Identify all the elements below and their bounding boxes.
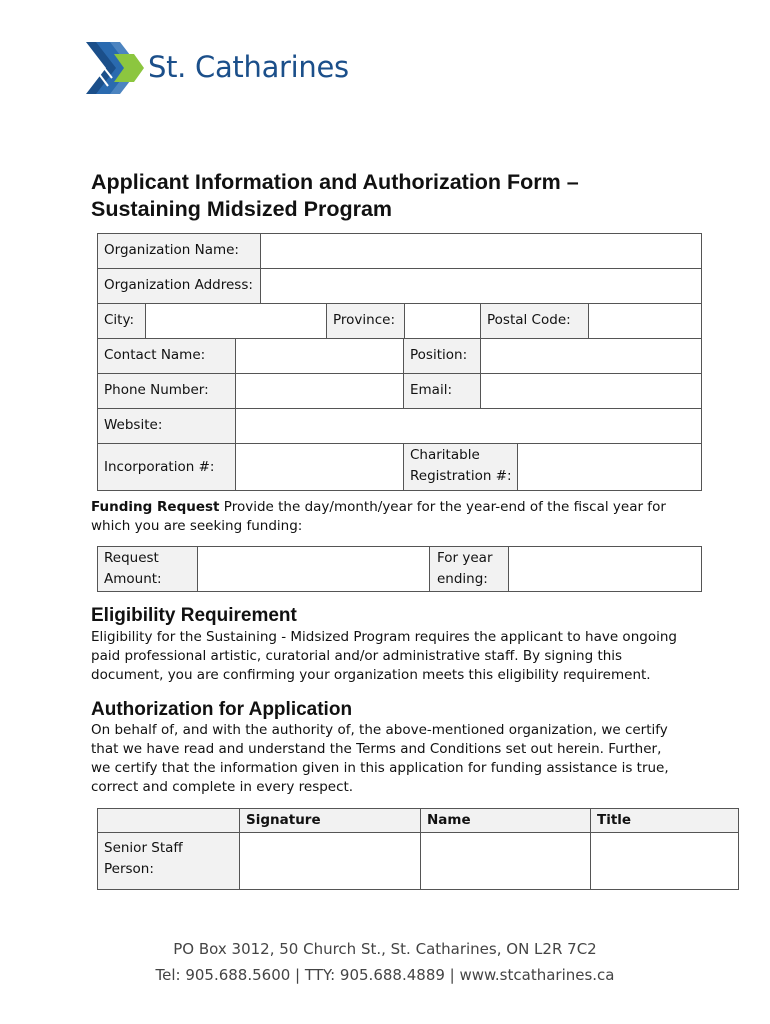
signature-table bbox=[97, 808, 739, 890]
postal-code-label: Postal Code: bbox=[480, 303, 588, 338]
authorization-text: On behalf of, and with the authority of, the above-mentioned organization, we certify that we have read and understand the Terms and Conditions set out herein. Further, we certify that the information given in this application for funding assistance is true, correct and complete in every respect. bbox=[91, 722, 669, 795]
signature-table-corner bbox=[97, 808, 239, 832]
funding-request-instructions: Funding Request Provide the day/month/year for the year-end of the fiscal year for which you are seeking funding: bbox=[91, 499, 666, 534]
charitable-registration-label: Charitable Registration #: bbox=[403, 443, 517, 491]
column-header-name: Name bbox=[420, 808, 590, 832]
funding-request-table bbox=[97, 546, 702, 592]
org-name-field[interactable] bbox=[261, 233, 702, 268]
eligibility-heading: Eligibility Requirement bbox=[91, 605, 297, 626]
request-amount-field[interactable] bbox=[198, 546, 429, 592]
email-label: Email: bbox=[403, 373, 480, 408]
contact-name-field[interactable] bbox=[236, 338, 403, 373]
org-name-label: Organization Name: bbox=[97, 233, 260, 268]
year-ending-field[interactable] bbox=[509, 546, 702, 592]
senior-staff-person-label: Senior Staff Person: bbox=[97, 832, 239, 890]
position-field[interactable] bbox=[481, 338, 702, 373]
name-field[interactable] bbox=[421, 833, 590, 889]
city-label: City: bbox=[97, 303, 145, 338]
st-catharines-logo-icon bbox=[86, 40, 144, 98]
authorization-heading: Authorization for Application bbox=[91, 699, 353, 720]
column-header-title: Title bbox=[590, 808, 739, 832]
applicant-info-table bbox=[97, 233, 702, 491]
year-ending-label: For year ending: bbox=[430, 546, 508, 592]
email-field[interactable] bbox=[481, 373, 702, 408]
city-field[interactable] bbox=[146, 303, 326, 338]
charitable-registration-field[interactable] bbox=[518, 443, 702, 491]
postal-code-field[interactable] bbox=[589, 303, 702, 338]
phone-number-label: Phone Number: bbox=[97, 373, 235, 408]
logo-wordmark: St. Catharines bbox=[148, 50, 349, 84]
website-label: Website: bbox=[97, 408, 235, 443]
footer-contact: Tel: 905.688.5600 | TTY: 905.688.4889 | www.stcatharines.ca bbox=[155, 966, 615, 984]
signature-field[interactable] bbox=[240, 833, 420, 889]
contact-name-label: Contact Name: bbox=[97, 338, 235, 373]
title-field[interactable] bbox=[591, 833, 738, 889]
website-field[interactable] bbox=[236, 408, 702, 443]
org-address-label: Organization Address: bbox=[97, 268, 260, 303]
position-label: Position: bbox=[403, 338, 480, 373]
province-field[interactable] bbox=[405, 303, 480, 338]
request-amount-label: Request Amount: bbox=[97, 546, 197, 592]
eligibility-text: Eligibility for the Sustaining - Midsized Program requires the applicant to have ongoing paid professional artistic, curatorial and/or administrative staff. By signing this document, you are confirming your organization meets this eligibility requirement. bbox=[91, 629, 677, 683]
incorporation-field[interactable] bbox=[236, 443, 403, 491]
footer-address: PO Box 3012, 50 Church St., St. Catharines, ON L2R 7C2 bbox=[173, 940, 597, 958]
form-title: Applicant Information and Authorization Form – Sustaining Midsized Program bbox=[91, 170, 579, 221]
phone-number-field[interactable] bbox=[236, 373, 403, 408]
incorporation-label: Incorporation #: bbox=[97, 443, 235, 491]
org-address-field[interactable] bbox=[261, 268, 702, 303]
column-header-signature: Signature bbox=[239, 808, 420, 832]
province-label: Province: bbox=[326, 303, 404, 338]
